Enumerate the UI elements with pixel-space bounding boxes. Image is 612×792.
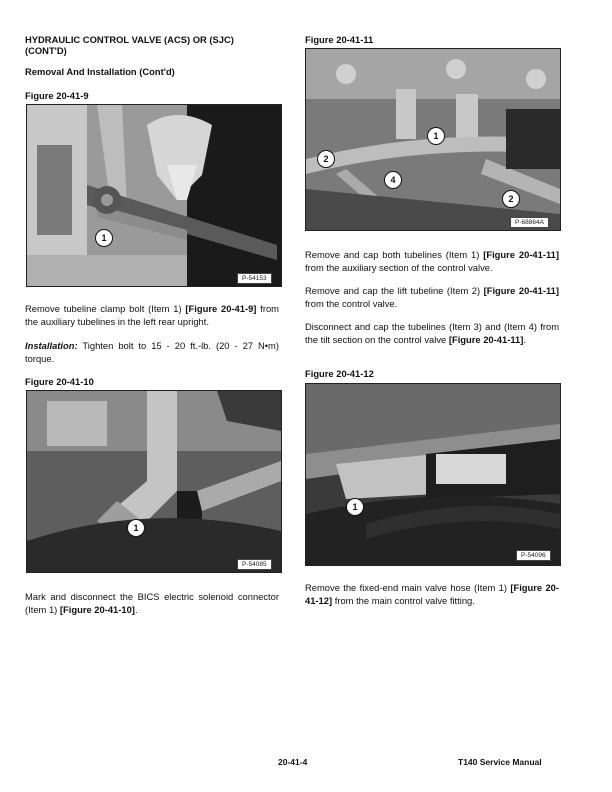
- paragraph-text: from the auxiliary section of the control valve.: [305, 262, 493, 273]
- figure-12-code: P-54096: [516, 550, 551, 561]
- paragraph-text: Remove the fixed-end main valve hose (Item 1): [305, 582, 511, 593]
- paragraph-tilt-tubelines: [305, 320, 559, 346]
- paragraph-aux-tubelines: [305, 248, 559, 274]
- callout-1: 1: [346, 498, 364, 516]
- callout-2-right: 2: [502, 190, 520, 208]
- figure-reference: [Figure 20-41-11]: [483, 285, 559, 296]
- paragraph-text: Remove tubeline clamp bolt (Item 1): [25, 303, 186, 314]
- paragraph-main-valve-hose: [305, 581, 559, 607]
- section-title: [25, 34, 285, 56]
- paragraph-lift-tubeline: [305, 284, 559, 310]
- figure-9-code: P-54153: [237, 273, 272, 284]
- section-title-line1: HYDRAULIC CONTROL VALVE (ACS) OR (SJC): [25, 34, 234, 45]
- figure-10-label: Figure 20-41-10: [25, 376, 94, 387]
- callout-1: 1: [95, 229, 113, 247]
- manual-title: T140 Service Manual: [458, 757, 542, 767]
- figure-12-photo: [305, 383, 561, 566]
- paragraph-text: Mark and disconnect the BICS electric solenoid connector (Item 1): [25, 591, 279, 615]
- figure-12-label: Figure 20-41-12: [305, 368, 374, 379]
- callout-1: 1: [427, 127, 445, 145]
- figure-9-label: Figure 20-41-9: [25, 90, 89, 101]
- callout-4: 4: [384, 171, 402, 189]
- page-number: 20-41-4: [278, 757, 308, 767]
- paragraph-text: from the main control valve fitting.: [332, 595, 475, 606]
- callout-2: 2: [317, 150, 335, 168]
- paragraph-bics-connector: [25, 590, 279, 616]
- figure-reference: [Figure 20-41-11]: [483, 249, 559, 260]
- figure-11-code: P-68864A: [510, 217, 549, 228]
- paragraph-text: .: [523, 334, 526, 345]
- paragraph-text: Disconnect and cap the tubelines (Item 3) and (Item 4) from the tilt section on the control valve: [305, 321, 559, 345]
- callout-1: 1: [127, 519, 145, 537]
- paragraph-text: .: [134, 604, 138, 615]
- figure-10-code: P-54085: [237, 559, 272, 570]
- figure-11-photo: [305, 48, 561, 231]
- figure-reference: [Figure 20-41-12]: [305, 582, 559, 606]
- figure-reference: [Figure 20-41-11]: [448, 334, 524, 345]
- figure-reference: [Figure 20-41-10]: [59, 604, 135, 615]
- figure-11-label: Figure 20-41-11: [305, 34, 374, 45]
- section-subtitle: Removal And Installation (Cont'd): [25, 66, 175, 77]
- installation-label: Installation:: [25, 340, 78, 351]
- paragraph-text: Tighten bolt to 15 - 20 ft.-lb. (20 - 27 N•m) torque.: [25, 340, 279, 364]
- figure-reference: [Figure 20-41-9]: [185, 303, 257, 314]
- figure-9-photo: [26, 104, 282, 287]
- paragraph-text: Remove and cap the lift tubeline (Item 2): [305, 285, 484, 296]
- paragraph-text: from the control valve.: [305, 298, 398, 309]
- paragraph-text: Remove and cap both tubelines (Item 1): [305, 249, 484, 260]
- paragraph-text: from the auxiliary tubelines in the left rear upright.: [25, 303, 279, 327]
- paragraph-clamp-bolt: [25, 302, 279, 328]
- section-title-line2: (CONT'D): [25, 45, 67, 56]
- figure-10-photo: [26, 390, 282, 573]
- paragraph-installation: [25, 339, 279, 365]
